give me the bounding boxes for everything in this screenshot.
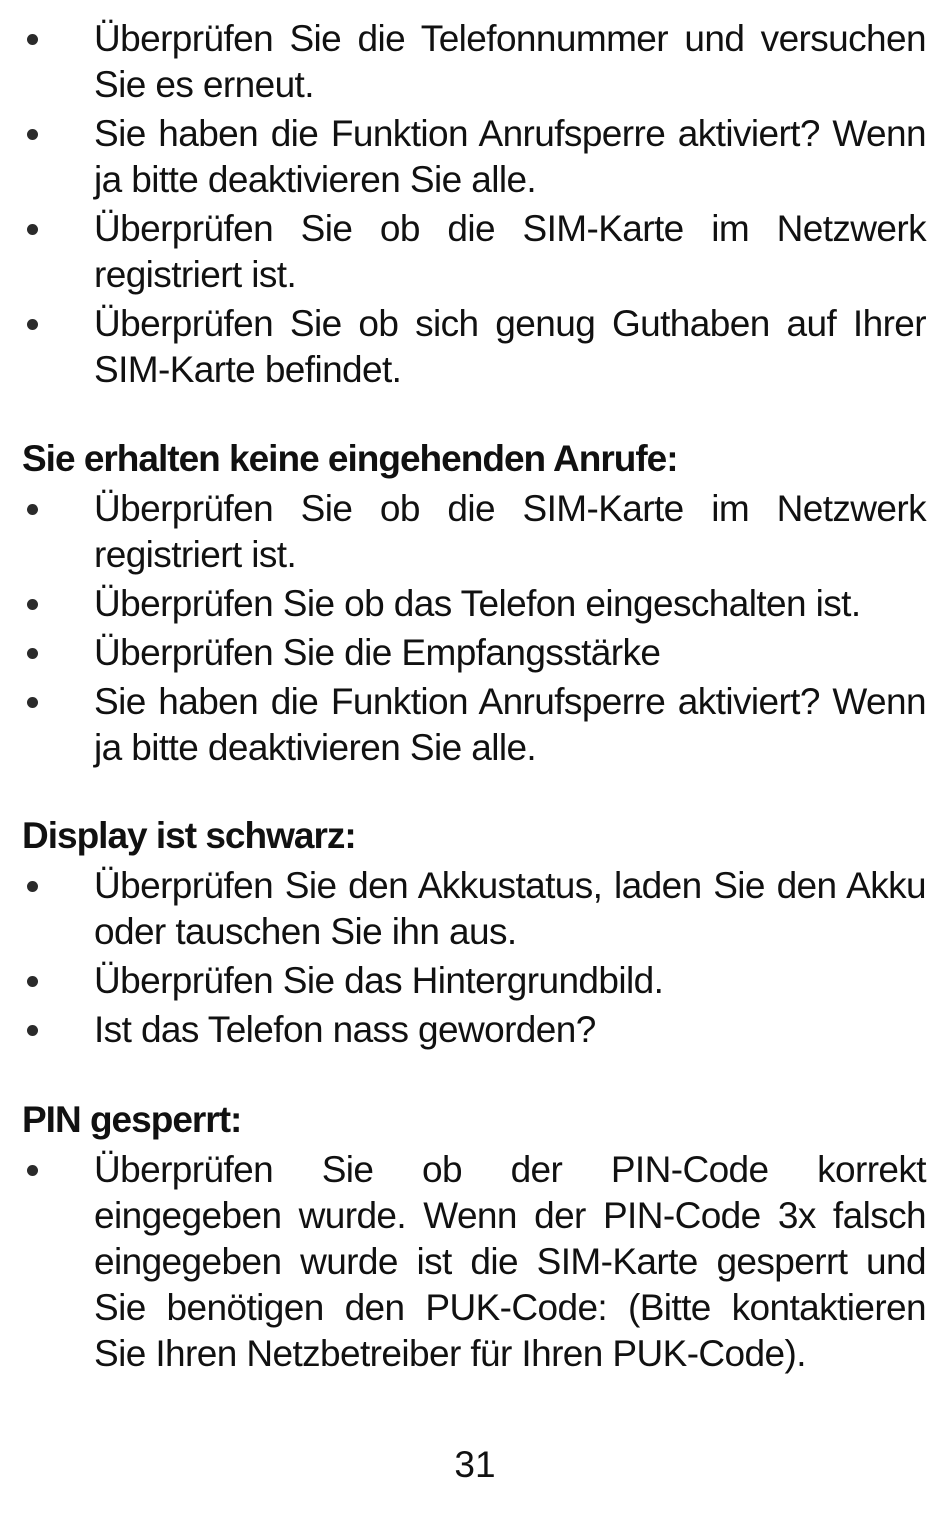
list-item-text: Überprüfen Sie die Telefonnummer und versuchen Sie es erneut. [94, 18, 926, 105]
list-item-text: Überprüfen Sie die Empfangsstärke [94, 632, 661, 673]
list-item-text: Sie haben die Funktion Anrufsperre aktiviert? Wenn ja bitte deaktivieren Sie alle. [94, 113, 926, 200]
incoming-list [0, 486, 950, 771]
list-item-text: Überprüfen Sie ob das Telefon eingeschalten ist. [94, 583, 861, 624]
list-item [0, 111, 950, 203]
list-item [0, 679, 950, 771]
list-item-text: Überprüfen Sie ob der PIN-Code korrekt eingegeben wurde. Wenn der PIN-Code 3x falsch eingegeben wurde ist die SIM-Karte gesperrt und Sie benötigen den PUK-Code: (Bitte kontaktieren Sie Ihren Netzbetreiber für Ihren PUK-Code). [94, 1149, 926, 1374]
list-item-text: Überprüfen Sie den Akkustatus, laden Sie den Akku oder tauschen Sie ihn aus. [94, 865, 926, 952]
list-item [0, 301, 950, 393]
list-item-text: Überprüfen Sie das Hintergrundbild. [94, 960, 664, 1001]
list-item [0, 1007, 950, 1053]
list-item [0, 958, 950, 1004]
section-heading-pin: PIN gesperrt: [22, 1099, 242, 1140]
list-item-text: Überprüfen Sie ob die SIM-Karte im Netzwerk registriert ist. [94, 208, 926, 295]
list-item [0, 581, 950, 627]
bullet-icon [27, 881, 38, 892]
list-item [0, 16, 950, 108]
list-item-text: Überprüfen Sie ob sich genug Guthaben auf Ihrer SIM-Karte befindet. [94, 303, 926, 390]
display-section [0, 863, 950, 1056]
list-item-text: Sie haben die Funktion Anrufsperre aktiviert? Wenn ja bitte deaktivieren Sie alle. [94, 681, 926, 768]
bullet-icon [27, 1025, 38, 1036]
list-item [0, 206, 950, 298]
section-heading-incoming: Sie erhalten keine eingehenden Anrufe: [22, 438, 678, 479]
intro-list [0, 16, 950, 393]
list-item-text: Überprüfen Sie ob die SIM-Karte im Netzwerk registriert ist. [94, 488, 926, 575]
bullet-icon [27, 504, 38, 515]
list-item [0, 863, 950, 955]
section-heading-display: Display ist schwarz: [22, 815, 356, 856]
bullet-icon [27, 319, 38, 330]
bullet-icon [27, 224, 38, 235]
incoming-section [0, 486, 950, 774]
bullet-icon [27, 976, 38, 987]
pin-section [0, 1147, 950, 1380]
bullet-icon [27, 1165, 38, 1176]
pin-list [0, 1147, 950, 1377]
list-item [0, 630, 950, 676]
intro-section [0, 16, 950, 396]
bullet-icon [27, 129, 38, 140]
bullet-icon [27, 697, 38, 708]
list-item-text: Ist das Telefon nass geworden? [94, 1009, 596, 1050]
list-item [0, 486, 950, 578]
bullet-icon [27, 34, 38, 45]
bullet-icon [27, 648, 38, 659]
page-number: 31 [454, 1444, 496, 1485]
display-list [0, 863, 950, 1053]
bullet-icon [27, 599, 38, 610]
list-item [0, 1147, 950, 1377]
